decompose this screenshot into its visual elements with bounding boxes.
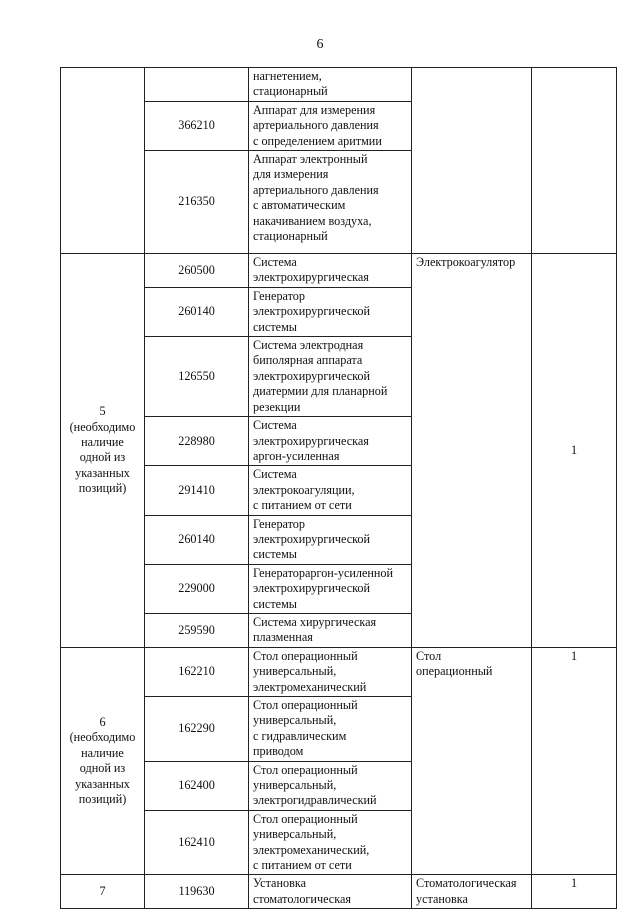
code-cell: 162410 [145,810,249,875]
page-number: 6 [316,37,324,52]
name-cell: Аппарат электронный для измерения артериального давления с автоматическим накачиванием воздуха, стационарный [249,151,412,254]
table-row [61,68,617,102]
code-cell [145,68,249,102]
code-cell: 216350 [145,151,249,254]
name-cell: Система электродная биполярная аппарата электрохирургической диатермии для планарной резекции [249,337,412,417]
code-cell: 162290 [145,697,249,762]
quantity-cell: 1 [532,254,617,648]
name-cell: Система электрохирургическая аргон-усиленная [249,417,412,466]
name-cell: Система электрокоагуляции, с питанием от сети [249,466,412,515]
type-cell: Электрокоагулятор [412,254,532,648]
position-number-cell: 5 (необходимо наличие одной из указанных позиций) [61,254,145,648]
code-cell: 162210 [145,647,249,696]
code-cell: 119630 [145,875,249,909]
name-cell: Стол операционный универсальный, электромеханический [249,647,412,696]
quantity-cell [532,68,617,254]
name-cell: Генератор электрохирургической системы [249,515,412,564]
type-cell: Стол операционный [412,647,532,875]
name-cell: Установка стоматологическая [249,875,412,909]
table-row [61,254,617,288]
position-number-cell [61,68,145,254]
quantity-cell: 1 [532,875,617,909]
code-cell: 126550 [145,337,249,417]
name-cell: Генератор электрохирургической системы [249,287,412,336]
name-cell: Система электрохирургическая [249,254,412,288]
name-cell: Система хирургическая плазменная [249,613,412,647]
code-cell: 259590 [145,613,249,647]
type-cell: Стоматологическая установка [412,875,532,909]
type-cell [412,68,532,254]
code-cell: 162400 [145,761,249,810]
name-cell: Стол операционный универсальный, электромеханический, с питанием от сети [249,810,412,875]
code-cell: 291410 [145,466,249,515]
position-number-cell: 6 (необходимо наличие одной из указанных позиций) [61,647,145,875]
table-row [61,875,617,909]
name-cell: Стол операционный универсальный, электрогидравлический [249,761,412,810]
equipment-table [60,67,617,909]
code-cell: 260140 [145,287,249,336]
table-row [61,647,617,696]
name-cell: Стол операционный универсальный, с гидравлическим приводом [249,697,412,762]
code-cell: 366210 [145,101,249,150]
quantity-cell: 1 [532,647,617,875]
name-cell: Аппарат для измерения артериального давления с определением аритмии [249,101,412,150]
name-cell: Генератораргон-усиленной электрохирургической системы [249,564,412,613]
code-cell: 229000 [145,564,249,613]
name-cell: нагнетением, стационарный [249,68,412,102]
code-cell: 228980 [145,417,249,466]
code-cell: 260500 [145,254,249,288]
code-cell: 260140 [145,515,249,564]
position-number-cell: 7 [61,875,145,909]
